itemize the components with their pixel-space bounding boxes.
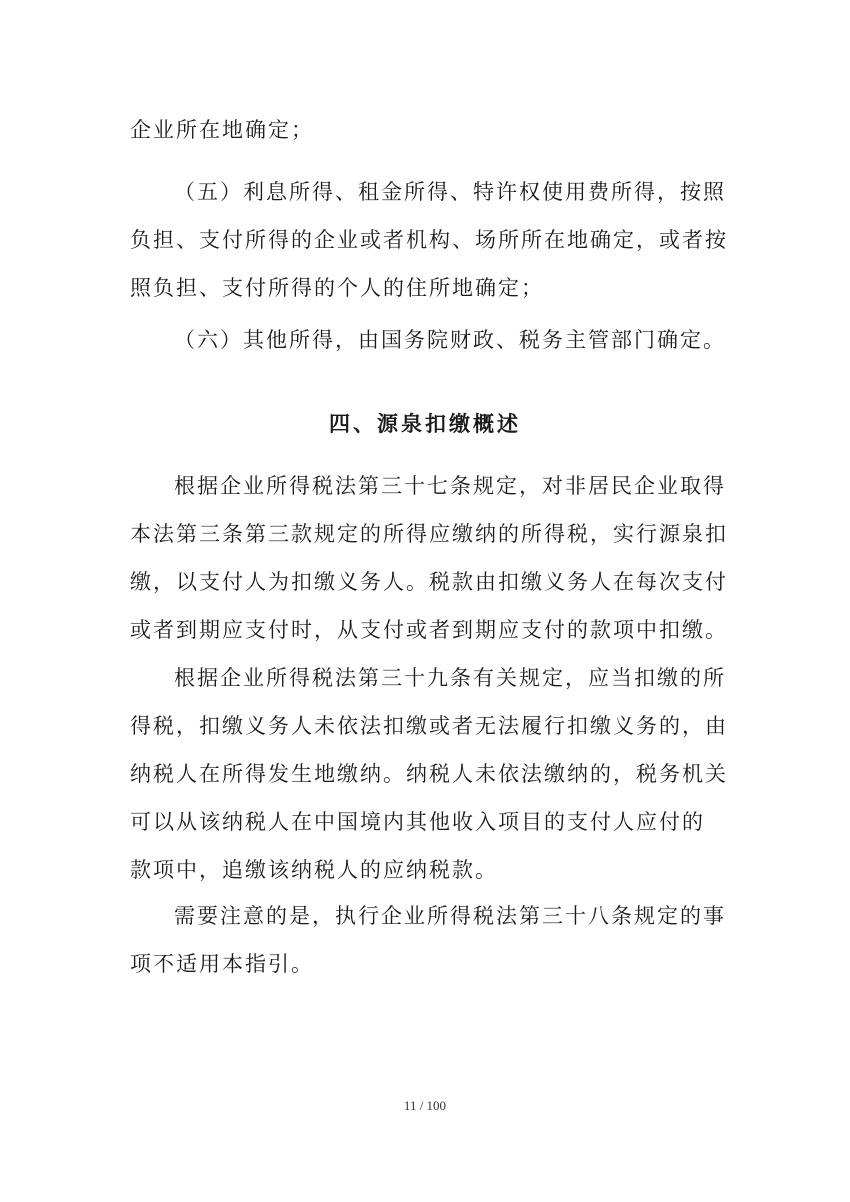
text-line: 根据企业所得税法第三十七条规定，对非居民企业取得 [174,474,726,498]
text-line: 缴，以支付人为扣缴义务人。税款由扣缴义务人在每次支付 [130,570,728,594]
paragraph-note [130,892,730,988]
text-line: 本法第三条第三款规定的所得应缴纳的所得税，实行源泉扣 [130,522,728,546]
text-line: 或者到期应支付时，从支付或者到期应支付的款项中扣缴。 [130,618,728,642]
paragraph-withholding-rule [130,462,730,654]
item-five-paragraph [130,168,730,312]
text-line: 根据企业所得税法第三十九条有关规定，应当扣缴的所 [174,666,726,690]
text-line: 款项中，追缴该纳税人的应纳税款。 [130,858,498,882]
text-line: 需要注意的是，执行企业所得税法第三十八条规定的事 [174,904,726,928]
text-line: （五）利息所得、租金所得、特许权使用费所得，按照 [174,180,726,204]
text-line: 纳税人在所得发生地缴纳。纳税人未依法缴纳的，税务机关 [130,762,728,786]
text-line: 可以从该纳税人在中国境内其他收入项目的支付人应付的 [130,810,705,834]
continuation-text [130,106,730,154]
text-line: 企业所在地确定； [130,118,314,142]
item-six-paragraph [130,316,730,364]
paragraph-unpaid-withholding [130,654,730,894]
page-number: 11 / 100 [403,1098,447,1113]
text-line: 照负担、支付所得的个人的住所地确定； [130,276,544,300]
text-line: （六）其他所得，由国务院财政、税务主管部门确定。 [174,328,726,352]
text-line: 项不适用本指引。 [130,952,314,976]
section-heading: 四、源泉扣缴概述 [329,411,521,436]
text-line: 负担、支付所得的企业或者机构、场所所在地确定，或者按 [130,228,728,252]
text-line: 得税，扣缴义务人未依法扣缴或者无法履行扣缴义务的，由 [130,714,728,738]
